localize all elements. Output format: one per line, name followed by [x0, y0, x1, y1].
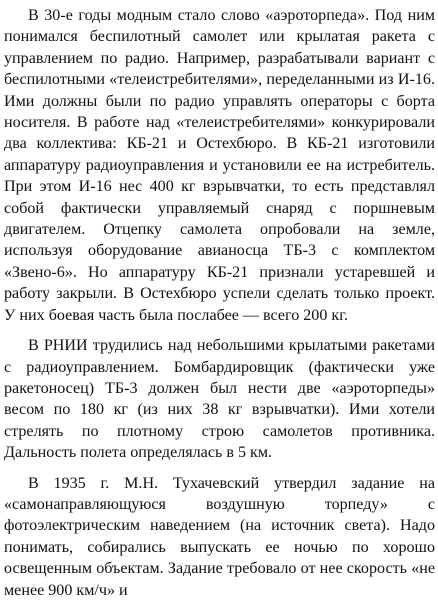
paragraph-tukhachevsky: В 1935 г. М.Н. Тухачевский утвердил задание на «самонаправляющуюся воздушную торпеду» с фотоэлектрическим наведением (на источник света). Надо понимать, собирались выпускать ее ночью по хорошо освещенным объектам. Задание требовало от нее скорость «не менее 900 км/ч» и — [4, 474, 435, 599]
paragraph-rnii: В РНИИ трудились над небольшими крылатыми ракетами с радиоуправлением. Бомбардировщик (фактически уже ракетоносец) ТБ-3 должен был нести две «аэроторпеды» весом по 180 кг (из них 38 кг взрывчатки). Ими хотели стрелять по плотному строю самолетов противника. Дальность полета определялась в 5 км. — [4, 337, 435, 462]
paragraph-aerotorpedo: В 30-е годы модным стало слово «аэроторпеда». Под ним понимался беспилотный самолет или крылатая ракета с управлением по радио. Например, разрабатывали вариант с беспилотными «телеистребителями», переделанными из И-16. Ими должны были по радио управлять операторы с борта носителя. В работе над «телеистребителями» конкурировали два коллектива: КБ-21 и Остехбюро. В КБ-21 изготовили аппаратуру радиоуправления и установили ее на истребитель. При этом И-16 нес 400 кг взрывчатки, то есть представлял собой фактически управляемый снаряд с поршневым двигателем. Отцепку самолета опробовали на земле, используя оборудование авианосца ТБ-3 с комплектом «Звено-6». Но аппаратуру КБ-21 признали устаревшей и работу закрыли. В Остехбюро успели сделать только проект. У них боевая часть была послабее — всего 200 кг. — [4, 7, 435, 324]
